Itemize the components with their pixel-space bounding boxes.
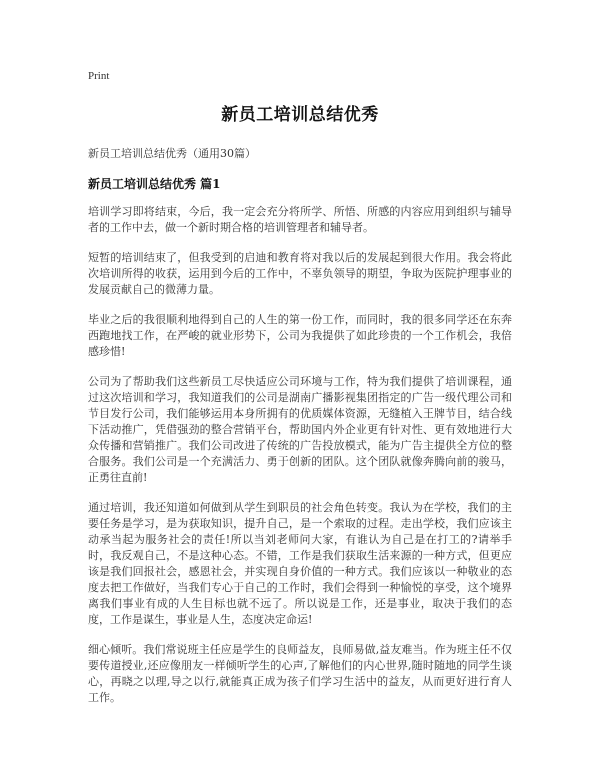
paragraph: 培训学习即将结束，今后，我一定会充分将所学、所悟、所感的内容应用到组织与辅导者的工作中去，做一个新时期合格的培训管理者和辅导者。	[88, 205, 512, 234]
paragraph: 短暂的培训结束了，但我受到的启迪和教育将对我以后的发展起到很大作用。我会将此次培训所得的收获，运用到今后的工作中，不辜负领导的期望，争取为医院护理事业的发展贡献自己的微薄力量。	[88, 251, 512, 296]
paragraph: 公司为了帮助我们这些新员工尽快适应公司环境与工作，特为我们提供了培训课程，通过这次培训和学习，我知道我们的公司是湖南广播影视集团指定的广告一级代理公司和节目发行公司，我们能够运用本身所拥有的优质媒体资源，无缝植入王牌节目，结合线下活动推广，凭借强劲的整合营销平台，帮助国内外企业更有针对性、更有效地进行大众传播和营销推广。我们公司改进了传统的广告投放模式，能为广告主提供全方位的整合服务。我们公司是一个充满活力、勇于创新的团队。这个团队就像奔腾向前的骏马，正勇往直前!	[88, 375, 512, 484]
paragraph: 毕业之后的我很顺利地得到自己的人生的第一份工作，而同时，我的很多同学还在东奔西跑地找工作，在严峻的就业形势下，公司为我提供了如此珍贵的一个工作机会，我倍感珍惜!	[88, 313, 512, 358]
paragraph: 细心倾听。我们常说班主任应是学生的良师益友，良师易做,益友难当。作为班主任不仅要传道授业,还应像朋友一样倾听学生的心声,了解他们的内心世界,随时随地的同学生谈心，再晓之以理,导之以行,就能真正成为孩子们学习生活中的益友，从而更好进行育人工作。	[88, 643, 512, 704]
print-label: Print	[88, 70, 110, 82]
paragraph: 通过培训，我还知道如何做到从学生到职员的社会角色转变。我认为在学校，我们的主要任务是学习，是为获取知识，提升自己，是一个索取的过程。走出学校，我们应该主动承当起为服务社会的责任!所以当刘老师问大家，有谁认为自己是在打工的?请举手时，我反观自己，不是这种心态。不错，工作是我们获取生活来源的一种方式，但更应该是我们回报社会，感恩社会，并实现自身价值的一种方式。我们应该以一种敬业的态度去把工作做好，当我们专心于自己的工作时，我们会得到一种愉悦的享受，这个境界离我们事业有成的人生目标也就不远了。所以说是工作，还是事业，取决于我们的态度，工作是谋生，事业是人生，态度决定命运!	[88, 501, 512, 626]
section-heading: 新员工培训总结优秀 篇1	[88, 177, 221, 191]
document-subtitle: 新员工培训总结优秀（通用30篇）	[88, 147, 256, 160]
document-title: 新员工培训总结优秀	[221, 105, 379, 125]
